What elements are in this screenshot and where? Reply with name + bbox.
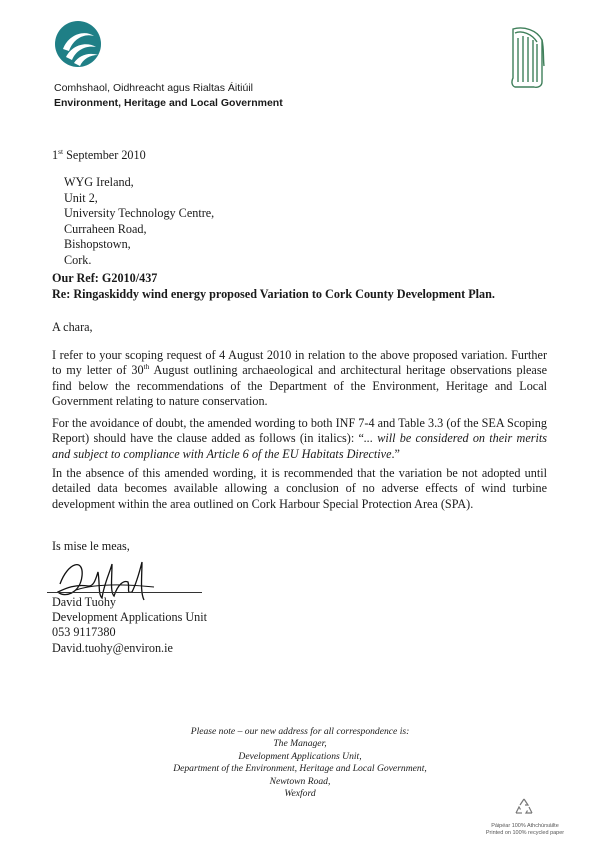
address-line: WYG Ireland, [64, 175, 134, 189]
department-name-english: Environment, Heritage and Local Government [54, 97, 283, 109]
footer-line: Please note – our new address for all correspondence is: [190, 726, 410, 737]
recycle-icon [512, 796, 536, 820]
body-paragraph-2: For the avoidance of doubt, the amended wording to both INF 7-4 and Table 3.3 (of the SEA Scoping Report) should have the clause added as follows (in italics): “... will be considered on their merits and subject to compliance with Article 6 of the EU Habitats Directive.” [52, 416, 547, 461]
harp-emblem-icon [506, 24, 548, 90]
recycled-paper-note [470, 823, 580, 837]
footer-line: Newtown Road, [269, 775, 331, 787]
signatory-email: David.tuohy@environ.ie [52, 640, 173, 655]
signatory-block [52, 595, 207, 656]
our-reference: Our Ref: G2010/437 [52, 271, 158, 285]
signatory-phone: 053 9117380 [52, 625, 116, 640]
footer-address-notice [140, 726, 460, 800]
footer-line: Development Applications Unit, [238, 750, 362, 762]
recipient-address [64, 175, 214, 269]
body-paragraph-3: In the absence of this amended wording, it is recommended that the variation be not adopted until detailed data becomes available allowing a conclusion of no adverse effects of wind turbine development within the area outlined on Cork Harbour Special Protection Area (SPA). [52, 466, 547, 511]
letter-date: 1st September 2010 [52, 146, 146, 162]
address-line: Unit 2, [64, 190, 98, 205]
body-paragraph-1: I refer to your scoping request of 4 August 2010 in relation to the above proposed variation. Further to my letter of 30th August outlining archaeological and architectural heritage observations please find below the recommendations of the Department of the Environment, Heritage and Local Government relating to nature conservation. [52, 348, 547, 409]
greeting: A chara, [52, 320, 93, 334]
signatory-unit: Development Applications Unit [52, 610, 208, 625]
footer-line: Wexford [284, 788, 316, 800]
department-name-irish: Comhshaol, Oidhreacht agus Rialtas Áitiúil [54, 82, 254, 94]
closing: Is mise le meas, [52, 539, 130, 553]
department-logo-icon [54, 20, 102, 68]
address-line: University Technology Centre, [64, 206, 215, 221]
subject-line: Re: Ringaskiddy wind energy proposed Variation to Cork County Development Plan. [52, 287, 495, 301]
recycled-note-irish: Páipéar 100% Athchúrsáilte [491, 823, 559, 829]
address-line: Curraheen Road, [64, 221, 147, 236]
signatory-name: David Tuohy [52, 595, 117, 609]
footer-line: Department of the Environment, Heritage and Local Government, [173, 763, 427, 775]
address-line: Bishopstown, [64, 237, 131, 252]
signature-line [47, 592, 202, 593]
address-line: Cork. [64, 252, 92, 267]
recycled-note-english: Printed on 100% recycled paper [485, 830, 565, 836]
footer-line: The Manager, [273, 738, 327, 750]
